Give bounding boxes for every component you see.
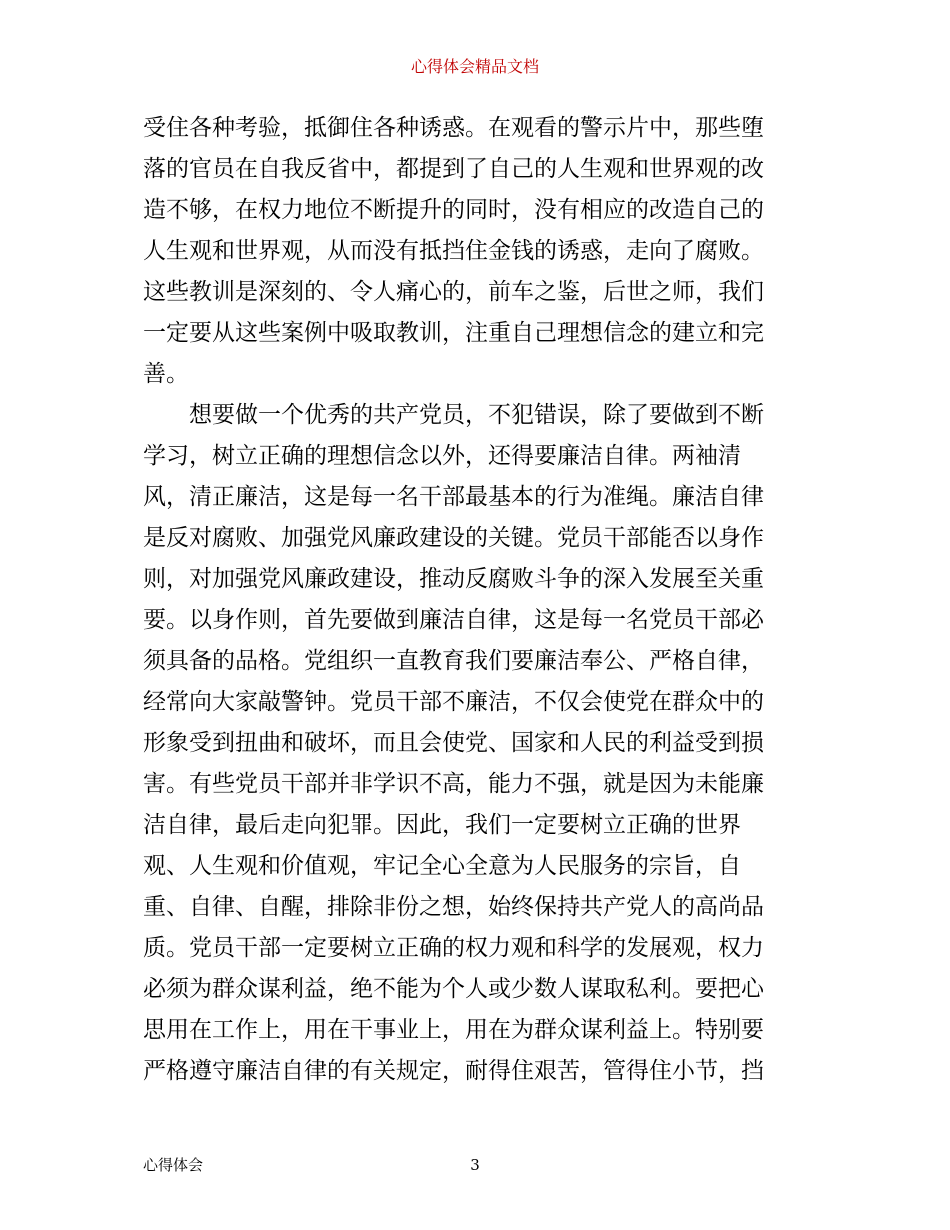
body-line: 则，对加强党风廉政建设，推动反腐败斗争的深入发展至关重 <box>143 566 764 592</box>
body-line: 重、自律、自醒，排除非份之想，始终保持共产党人的高尚品 <box>143 894 764 920</box>
body-line: 善。 <box>143 361 189 387</box>
body-line: 人生观和世界观，从而没有抵挡住金钱的诱惑，走向了腐败。 <box>143 238 764 264</box>
body-line: 必须为群众谋利益，绝不能为个人或少数人谋取私利。要把心 <box>143 976 764 1002</box>
document-header-title: 心得体会精品文档 <box>410 57 539 76</box>
body-line: 受住各种考验，抵御住各种诱惑。在观看的警示片中，那些堕 <box>143 115 764 141</box>
body-line: 学习，树立正确的理想信念以外，还得要廉洁自律。两袖清 <box>143 443 741 469</box>
document-body <box>143 108 813 1092</box>
body-line: 是反对腐败、加强党风廉政建设的关键。党员干部能否以身作 <box>143 525 764 551</box>
body-line: 一定要从这些案例中吸取教训，注重自己理想信念的建立和完 <box>143 320 764 346</box>
body-line: 严格遵守廉洁自律的有关规定，耐得住艰苦，管得住小节，挡 <box>143 1058 764 1084</box>
body-line: 造不够，在权力地位不断提升的同时，没有相应的改造自己的 <box>143 197 764 223</box>
body-line: 风，清正廉洁，这是每一名干部最基本的行为准绳。廉洁自律 <box>143 484 764 510</box>
body-line: 经常向大家敲警钟。党员干部不廉洁，不仅会使党在群众中的 <box>143 689 764 715</box>
body-line: 想要做一个优秀的共产党员，不犯错误，除了要做到不断 <box>143 402 764 428</box>
body-line: 观、人生观和价值观，牢记全心全意为人民服务的宗旨，自 <box>143 853 741 879</box>
body-line: 害。有些党员干部并非学识不高，能力不强，就是因为未能廉 <box>143 771 764 797</box>
footer-label: 心得体会 <box>143 1156 204 1174</box>
body-line: 要。以身作则，首先要做到廉洁自律，这是每一名党员干部必 <box>143 607 764 633</box>
body-line: 形象受到扭曲和破坏，而且会使党、国家和人民的利益受到损 <box>143 730 764 756</box>
body-line: 须具备的品格。党组织一直教育我们要廉洁奉公、严格自律， <box>143 648 764 674</box>
body-line: 思用在工作上，用在干事业上，用在为群众谋利益上。特别要 <box>143 1017 764 1043</box>
body-line: 落的官员在自我反省中，都提到了自己的人生观和世界观的改 <box>143 156 764 182</box>
page-number: 3 <box>470 1156 480 1174</box>
body-line: 洁自律，最后走向犯罪。因此，我们一定要树立正确的世界 <box>143 812 741 838</box>
body-line: 这些教训是深刻的、令人痛心的，前车之鉴，后世之师，我们 <box>143 279 764 305</box>
body-line: 质。党员干部一定要树立正确的权力观和科学的发展观，权力 <box>143 935 764 961</box>
